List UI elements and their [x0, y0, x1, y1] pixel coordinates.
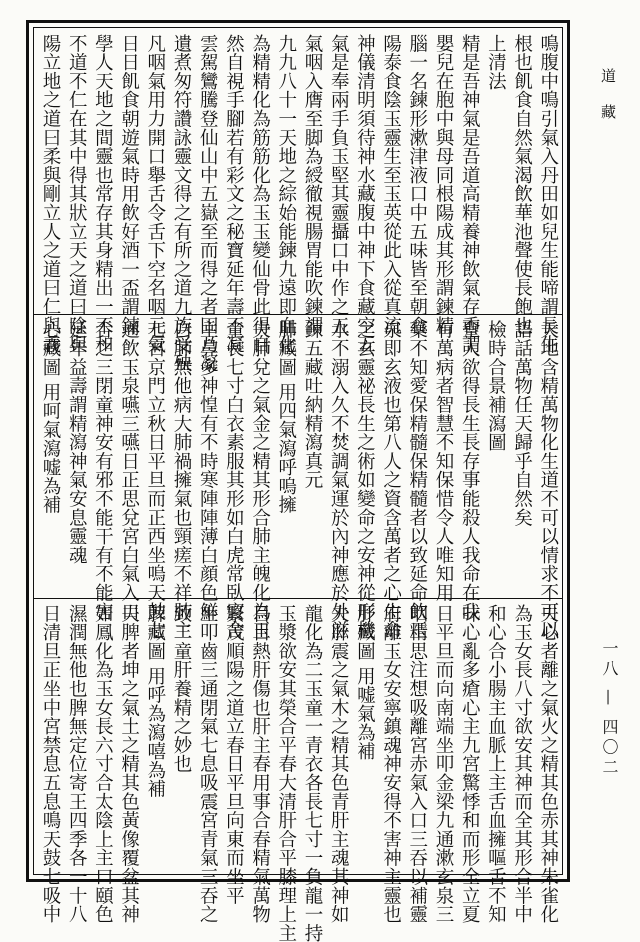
page-frame-inner [33, 27, 563, 942]
text-column: 日清旦正坐中宮禁息五息鳴天鼓七吸中 [40, 604, 61, 924]
text-column: 目目熱肝傷也肝主春用事合春精氣萬物 [249, 604, 271, 924]
text-column: 日平旦而向南端坐叩金梁九通漱玄泉三 [433, 604, 454, 924]
text-column: 聖人欲得長生長存事能殺人我命在我 [459, 320, 481, 621]
text-column: 之玄靈祕長生之術如變命之安神從形機 [354, 320, 376, 640]
text-column: 和心合小腸主血脈上主舌血擁嘔舌不知 [485, 604, 507, 924]
text-column: 鍊五藏吐納精瀉真元 [302, 320, 323, 490]
text-column: 遺煮匆符讚詠靈文得之有所之道九族受殃 [171, 34, 192, 373]
text-column: 夫心者離之氣火之精其色赤其神朱雀化 [537, 604, 559, 924]
text-column: 味心亂多瘡心主九宮驚悸和而形全立夏 [459, 604, 481, 924]
text-column: 鳴腹中鳴引氣入丹田如兒生能啼謂長生 [537, 34, 559, 354]
text-column: 延年益壽謂精瀉神氣安息靈魂 [66, 320, 88, 565]
text-column: 上清法 [485, 34, 507, 91]
text-column: 根也飢食自然氣渴飲華池聲使長飽也 [511, 34, 533, 335]
text-column: 脾藏圖 用呼為瀉嘻為補 [144, 604, 166, 799]
text-column: 龍化為二玉童一青衣各長七寸一負龍一持 [302, 604, 323, 942]
text-column: 不道不仁在其中得其狀立天之道曰陰與 [66, 34, 88, 354]
text-column: 玉漿欲安其榮合平春大清肝合平膝理上主 [275, 604, 297, 942]
text-column: 天地含精萬物化生道不可以情求不可以 [537, 320, 559, 640]
text-column: 學人天地之間靈也常存其身精出一不和 [92, 34, 114, 354]
text-column: 肺藏圖 用四氣瀉呼嗚擁 [275, 320, 297, 515]
page-number: 一八 — 四〇二 [600, 640, 619, 779]
text-column: 府離玉女安寧鎮魂神安得不害神主靈也 [380, 604, 402, 924]
text-column: 泉即玄液也第八人之資含萬者之心生命 [380, 320, 402, 640]
text-column: 繁茂順陽之道立春日平旦向東而坐平 [223, 604, 245, 905]
text-column: 氣咽入膺至脚為綬徹視腸胃能吹鍊謂 [302, 34, 323, 335]
text-column: 夫肺兌之氣金之精其形合肺主魄化為玉 [249, 320, 271, 640]
text-column: 氣是奉兩手負玉堅其靈攝口中作之五 [328, 34, 350, 335]
text-column: 陽立地之道曰柔與剛立人之道曰仁與義 [40, 34, 61, 354]
text-column: 夫肝震之氣木之精其色青肝主魂其神如 [328, 604, 350, 924]
text-column: 致二童肝養精之妙也 [171, 604, 192, 774]
text-column: 凡咽氣用力開口舉舌令舌下空名咽元氣 [144, 34, 166, 354]
text-column: 為精精化為筋筋化為玉玉變仙骨此得自 [249, 34, 271, 354]
text-column: 然自視手腳若有彩文之秘寶延年壽不凝 [223, 34, 245, 354]
text-column: 水不溺入久不焚調氣運於內神應於外滋 [328, 320, 350, 640]
page-frame [26, 20, 570, 942]
text-column: 精是吾神氣是吾道高精養神飲氣存香謂 [459, 34, 481, 354]
text-column: 如鳳化為玉女長六寸合太陰上主口頤色 [92, 604, 114, 924]
text-column: 腦一名鍊形漱津液口中五味皆至朝食 [406, 34, 428, 335]
text-column: 語話萬物任天歸乎自然矣 [511, 320, 533, 527]
text-column: 坐叩齒三通閉氣七息吸震宮青氣三吞之 [197, 604, 219, 924]
text-column: 嬰兒在胞中與母同根陽成其形謂鍊精 [433, 34, 454, 335]
text-column: 夫脾者坤之氣土之精其色黃像覆盆其神 [118, 604, 140, 924]
text-column: 白肺無他病大肺禍擁氣也頸瘥不祥肺主 [171, 320, 192, 640]
text-column: 有萬病者智慧不知保惜令人唯知用 [433, 320, 454, 602]
text-column: 吞之三閉童神安有邪不能干有不能害 [92, 320, 114, 621]
text-column: 檢時合景補瀉圖 [485, 320, 507, 452]
text-column: 為玉女長八寸欲安其神而全其形合半中 [511, 604, 533, 924]
text-column: 雲駕鸞騰登仙山中五嶽至而得之者固乃凝 [197, 34, 219, 373]
text-column: 咽精思注想吸離宮赤氣入口三吞以補靈 [406, 604, 428, 924]
text-column: 日日飢食朝遊氣時用飲好酒一盃謂鍊 [118, 34, 140, 335]
text-column: 通飲玉泉嚥三嚥日正思兌宮白氣入口 [118, 320, 140, 621]
text-column: 心藏圖 用呵氣瀉嘘為補 [40, 320, 61, 515]
text-column: 神儀清明須待神水藏腹中神下食藏空五 [354, 34, 376, 354]
text-column: 七宮京門立秋日平旦而正西坐嗚天鼓七 [144, 320, 166, 640]
side-title: 道 藏 [599, 68, 617, 127]
text-column: 濕潤無他也脾無定位寄王四季各一十八 [66, 604, 88, 924]
text-column: 主鼻多神惶有不時寒陣陣薄白顔色鮮 [197, 320, 219, 621]
text-column: 九九八十一天地之綜始能鍊九遠即血化 [275, 34, 297, 354]
text-column: 肝藏圖 用嘘氣為補 [354, 604, 376, 761]
text-column: 陽泰食陰玉靈生至玉英從此入從真流 [380, 34, 402, 335]
text-column: 童長七寸白衣素服其形如白虎常臥寢舍 [223, 320, 245, 640]
text-column: 藥不知愛保精髓保精髓者以致延命飲玉 [406, 320, 428, 640]
